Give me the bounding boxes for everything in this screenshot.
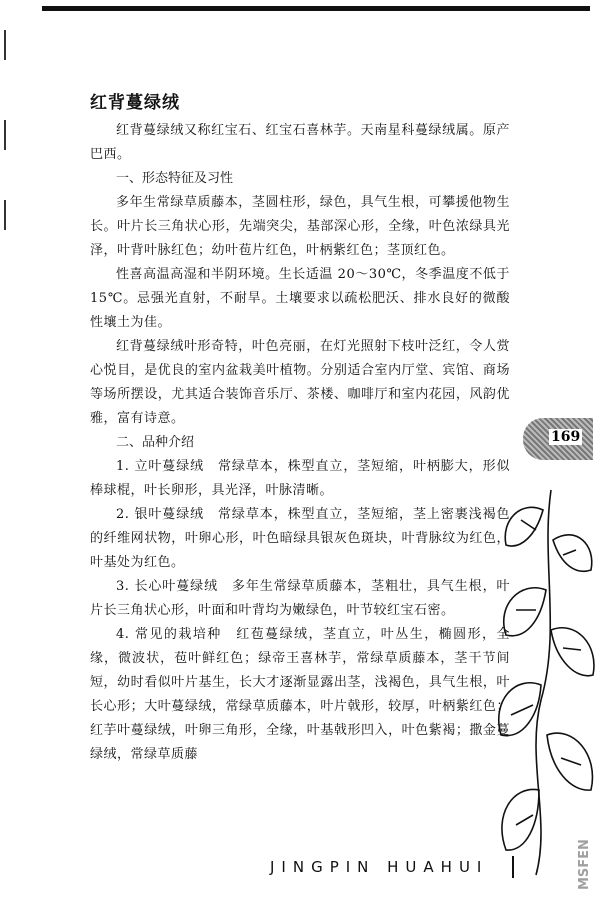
page-number: 169 xyxy=(551,429,581,445)
left-margin-mark xyxy=(4,30,6,60)
footer-running-title: JINGPIN HUAHUI xyxy=(270,858,489,876)
article xyxy=(90,88,510,767)
section-heading-varieties: 二、品种介绍 xyxy=(116,435,195,450)
paragraph-variety-1: 1. 立叶蔓绿绒 常绿草本，株型直立，茎短缩，叶柄膨大，形似棒球棍，叶长卵形，具光泽，叶脉清晰。 xyxy=(90,459,510,498)
footer-rule xyxy=(512,856,514,878)
page-number-tab xyxy=(523,418,593,460)
paragraph-intro: 红背蔓绿绒又称红宝石、红宝石喜林芋。天南星科蔓绿绒属。原产巴西。 xyxy=(90,123,510,162)
paragraph-use: 红背蔓绿绒叶形奇特，叶色亮丽，在灯光照射下枝叶泛红，令人赏心悦目，是优良的室内盆栽美叶植物。分别适合室内厅堂、宾馆、商场等场所摆设，尤其适合装饰音乐厅、茶楼、咖啡厅和室内花园，风韵优雅，富有诗意。 xyxy=(90,339,510,426)
paragraph-variety-3: 3. 长心叶蔓绿绒 多年生常绿草质藤本，茎粗壮，具气生根，叶片长三角状心形，叶面和叶背均为嫩绿色，叶节较红宝石密。 xyxy=(90,579,510,618)
left-margin-mark xyxy=(4,120,6,150)
paragraph-variety-2: 2. 银叶蔓绿绒 常绿草本，株型直立，茎短缩，茎上密裹浅褐色的纤维网状物，叶卵心形，叶色暗绿具银灰色斑块，叶背脉纹为红色，叶基处为红色。 xyxy=(90,507,510,570)
header-rule xyxy=(42,6,590,11)
left-margin-mark xyxy=(4,200,6,230)
paragraph-variety-4: 4. 常见的栽培种 红苞蔓绿绒，茎直立，叶丛生，椭圆形，全缘，微波状，苞叶鲜红色；绿帝王喜林芋，常绿草质藤本，茎干节间短，幼时看似叶片基生，长大才逐渐显露出茎，浅褐色，具气生根，叶长心形；大叶蔓绿绒，常绿草质藤本，叶片戟形，较厚，叶柄紫红色；红芋叶蔓绿绒，叶卵三角形，全缘，叶基戟形凹入，叶色紫褐；撒金蔓绿绒，常绿草质藤 xyxy=(90,627,510,762)
paragraph-morphology: 多年生常绿草质藤本，茎圆柱形，绿色，具气生根，可攀援他物生长。叶片长三角状心形，先端突尖，基部深心形，全缘，叶色浓绿具光泽，叶背叶脉红色；幼叶苞片红色，叶柄紫红色；茎顶红色。 xyxy=(90,195,510,258)
watermark: MSFEN xyxy=(577,839,592,890)
paragraph-habit: 性喜高温高湿和半阴环境。生长适温 20～30℃，冬季温度不低于15℃。忌强光直射，不耐旱。土壤要求以疏松肥沃、排水良好的微酸性壤土为佳。 xyxy=(90,267,510,330)
article-title: 红背蔓绿绒 xyxy=(90,93,180,113)
section-heading-morphology: 一、形态特征及习性 xyxy=(116,171,234,186)
